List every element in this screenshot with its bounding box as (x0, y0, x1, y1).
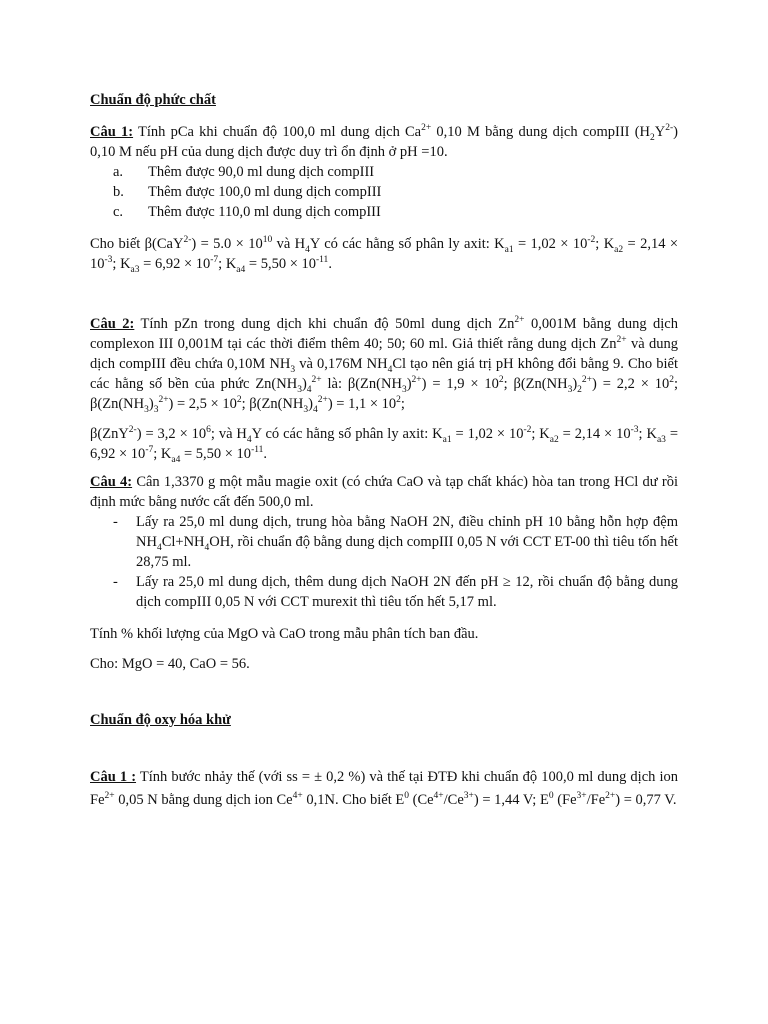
section-heading-complexometric: Chuẩn độ phức chất (90, 92, 216, 108)
question-label: Câu 2: (90, 316, 135, 332)
section-heading-redox: Chuẩn độ oxy hóa khử (90, 712, 231, 728)
question-4-steps (90, 512, 678, 612)
question-2-complex: Câu 2: Tính pZn trong dung dịch khi chuẩn độ 50ml dung dịch $Zn^{2+}$ 0,001M bằng dung dịch complexon III 0,001M tại các thời điểm thêm 40; 50; 60 ml. Giả thiết rằng dung dịch $Zn^{2+}$ và dung dịch compIII đều chứa 0,10M $NH_3$ và 0,176M $NH_4Cl$ tạo nên giá trị pH không đổi bằng 9. Cho biết các hằng số bền của phức $Zn(NH_3)_4^{2+}$ là: $\beta(Zn(NH_3)^{2+}) = 1,9 \times 10^2$; $\beta(Zn(NH_3)_2^{2+}) = 2,2 \times 10^2$; $\beta(Zn(NH_3)_3^{2+}) = 2,5 \times 10^2$; $\beta(Zn(NH_3)_4^{2+}) = 1,1 \times 10^2$; (90, 315, 678, 415)
question-1-complex: Câu 1: Tính pCa khi chuẩn độ 100,0 ml dung dịch $Ca^{2+}$ 0,10 M bằng dung dịch compIII $(H_2Y^{2-})$ 0,10 M nếu pH của dung dịch được duy trì ổn định ở pH =10. (90, 123, 678, 160)
question-label: Câu 1: (90, 124, 134, 140)
list-item: - Lấy ra 25,0 ml dung dịch, trung hòa bằng NaOH 2N, điều chỉnh pH 10 bằng hỗn hợp đệm $NH_4Cl+NH_4OH$, rồi chuẩn độ bằng dung dịch compIII 0,05 N với CCT ET-00 thì tiêu tốn hết 28,75 ml. (113, 514, 678, 570)
question-1-given-constants: Cho biết $\beta(CaY^{2-}) = 5.0 \times 10^{10}$ và $H_4Y$ có các hằng số phân ly axit: $K_{a1} = 1,02 \times 10^{-2}$; $K_{a2} = 2,14 \times 10^{-3}$; $K_{a3} = 6,92 \times 10^{-7}$; $K_{a4} = 5,50 \times 10^{-11}$. (90, 235, 679, 275)
question-4-complex: Câu 4: Cân 1,3370 g một mẫu magie oxit (có chứa CaO và tạp chất khác) hòa tan trong HCl dư rồi định mức bằng nước cất đến 500,0 ml. (90, 474, 678, 510)
question-label: Câu 4: (90, 474, 133, 490)
list-item: c. Thêm được 110,0 ml dung dịch compIII (113, 204, 381, 220)
list-item: b. Thêm được 100,0 ml dung dịch compIII (113, 184, 382, 200)
question-1-subitems (90, 162, 678, 222)
list-item: - Lấy ra 25,0 ml dung dịch, thêm dung dịch NaOH 2N đến pH ≥ 12, rồi chuẩn độ bằng dung dịch compIII 0,05 N với CCT murexit thì tiêu tốn hết 5,17 ml. (113, 574, 678, 610)
question-2-given-constants: $\beta(ZnY^{2-}) = 3,2 \times 10^6$; và $H_4Y$ có các hằng số phân ly axit: $K_{a1} = 1,02 \times 10^{-2}$; $K_{a2} = 2,14 \times 10^{-3}$; $K_{a3} = 6,92 \times 10^{-7}$; $K_{a4} = 5,50 \times 10^{-11}$. (90, 425, 678, 465)
question-label: Câu 1 : (90, 769, 137, 785)
question-1-redox: Câu 1 : Tính bước nhảy thế (với ss = ± 0,2 %) và thế tại ĐTĐ khi chuẩn độ 100,0 ml dung dịch ion $Fe^{2+}$ 0,05 N bằng dung dịch ion $Ce^{4+}$ 0,1N. Cho biết $E^0$ $(Ce^{4+}/Ce^{3+}) = 1,44$ V; $E^0$ $(Fe^{3+}/Fe^{2+}) = 0,77$ V. (90, 769, 678, 808)
list-item: a. Thêm được 90,0 ml dung dịch compIII (113, 164, 375, 180)
question-4-ask: Tính % khối lượng của MgO và CaO trong mẫu phân tích ban đầu. (90, 626, 479, 642)
question-4-given: Cho: MgO = 40, CaO = 56. (90, 656, 250, 672)
